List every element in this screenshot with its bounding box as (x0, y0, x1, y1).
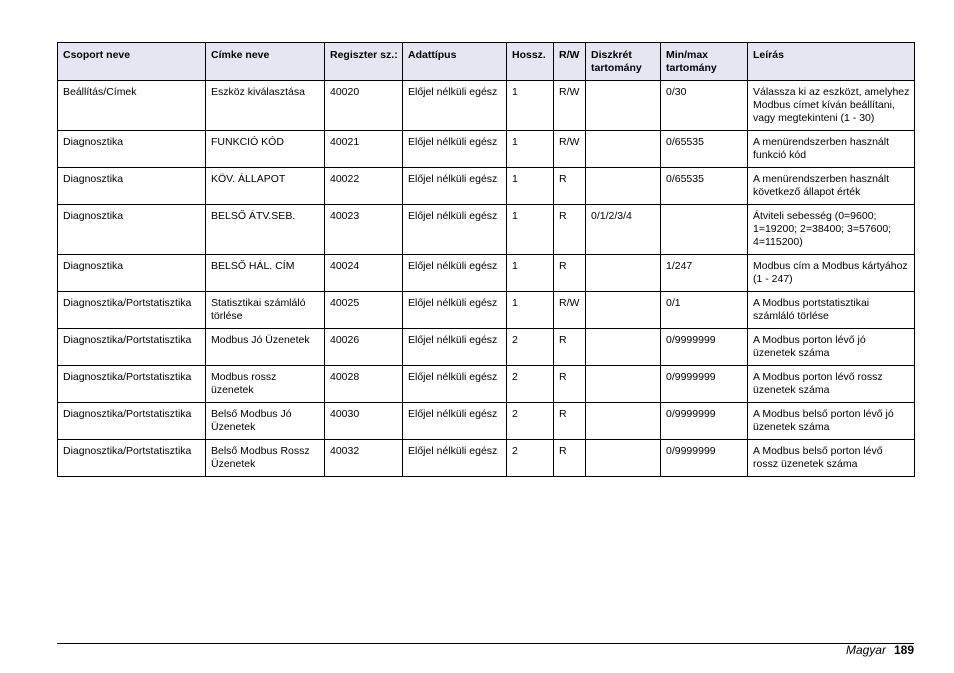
cell-discrete-range (586, 403, 661, 440)
cell-read-write: R/W (554, 131, 586, 168)
cell-length: 2 (507, 403, 554, 440)
table-header-row (58, 43, 915, 81)
cell-min-max-range: 1/247 (661, 255, 748, 292)
header-min-max-range: Min/max tartomány (661, 43, 748, 81)
cell-read-write: R (554, 205, 586, 255)
cell-register-number: 40025 (325, 292, 403, 329)
cell-read-write: R/W (554, 292, 586, 329)
cell-tag-name: BELSŐ ÁTV.SEB. (206, 205, 325, 255)
cell-data-type: Előjel nélküli egész (403, 131, 507, 168)
table-row (58, 255, 915, 292)
cell-description: A Modbus portstatisztikai számláló törlése (748, 292, 915, 329)
cell-description: Válassza ki az eszközt, amelyhez Modbus címet kíván beállítani, vagy megtekinteni (1 - 30) (748, 81, 915, 131)
cell-register-number: 40023 (325, 205, 403, 255)
cell-group-name: Diagnosztika (58, 131, 206, 168)
cell-discrete-range (586, 366, 661, 403)
cell-length: 1 (507, 131, 554, 168)
cell-description: A Modbus belső porton lévő rossz üzenetek száma (748, 440, 915, 477)
cell-register-number: 40028 (325, 366, 403, 403)
cell-description: A Modbus porton lévő jó üzenetek száma (748, 329, 915, 366)
table-row (58, 81, 915, 131)
cell-length: 1 (507, 255, 554, 292)
cell-read-write: R (554, 329, 586, 366)
cell-discrete-range (586, 440, 661, 477)
header-tag-name: Címke neve (206, 43, 325, 81)
cell-length: 2 (507, 329, 554, 366)
cell-register-number: 40032 (325, 440, 403, 477)
cell-min-max-range: 0/65535 (661, 131, 748, 168)
cell-read-write: R (554, 255, 586, 292)
cell-data-type: Előjel nélküli egész (403, 168, 507, 205)
cell-min-max-range: 0/30 (661, 81, 748, 131)
cell-register-number: 40020 (325, 81, 403, 131)
cell-tag-name: KÖV. ÁLLAPOT (206, 168, 325, 205)
table-row (58, 403, 915, 440)
cell-data-type: Előjel nélküli egész (403, 292, 507, 329)
cell-group-name: Diagnosztika (58, 168, 206, 205)
cell-group-name: Beállítás/Címek (58, 81, 206, 131)
cell-register-number: 40022 (325, 168, 403, 205)
cell-discrete-range (586, 292, 661, 329)
cell-register-number: 40030 (325, 403, 403, 440)
cell-group-name: Diagnosztika (58, 255, 206, 292)
cell-discrete-range (586, 329, 661, 366)
cell-tag-name: Belső Modbus Rossz Üzenetek (206, 440, 325, 477)
cell-read-write: R (554, 403, 586, 440)
cell-register-number: 40021 (325, 131, 403, 168)
cell-tag-name: Statisztikai számláló törlése (206, 292, 325, 329)
header-read-write: R/W (554, 43, 586, 81)
cell-length: 1 (507, 205, 554, 255)
cell-length: 1 (507, 168, 554, 205)
cell-register-number: 40026 (325, 329, 403, 366)
cell-register-number: 40024 (325, 255, 403, 292)
cell-data-type: Előjel nélküli egész (403, 440, 507, 477)
header-description: Leírás (748, 43, 915, 81)
cell-tag-name: Modbus rossz üzenetek (206, 366, 325, 403)
cell-min-max-range: 0/9999999 (661, 403, 748, 440)
cell-min-max-range: 0/65535 (661, 168, 748, 205)
table-row (58, 366, 915, 403)
cell-tag-name: Eszköz kiválasztása (206, 81, 325, 131)
cell-read-write: R/W (554, 81, 586, 131)
cell-min-max-range: 0/1 (661, 292, 748, 329)
cell-group-name: Diagnosztika/Portstatisztika (58, 366, 206, 403)
cell-min-max-range (661, 205, 748, 255)
cell-length: 1 (507, 81, 554, 131)
cell-data-type: Előjel nélküli egész (403, 255, 507, 292)
footer-divider (57, 643, 914, 644)
table-row (58, 131, 915, 168)
cell-description: A Modbus porton lévő rossz üzenetek száma (748, 366, 915, 403)
table-row (58, 440, 915, 477)
cell-discrete-range (586, 168, 661, 205)
cell-discrete-range: 0/1/2/3/4 (586, 205, 661, 255)
cell-discrete-range (586, 131, 661, 168)
cell-group-name: Diagnosztika/Portstatisztika (58, 292, 206, 329)
cell-discrete-range (586, 81, 661, 131)
cell-description: A menürendszerben használt funkció kód (748, 131, 915, 168)
cell-group-name: Diagnosztika/Portstatisztika (58, 440, 206, 477)
cell-data-type: Előjel nélküli egész (403, 81, 507, 131)
cell-group-name: Diagnosztika (58, 205, 206, 255)
cell-discrete-range (586, 255, 661, 292)
cell-description: A Modbus belső porton lévő jó üzenetek száma (748, 403, 915, 440)
table-row (58, 205, 915, 255)
page-footer (846, 642, 914, 658)
cell-group-name: Diagnosztika/Portstatisztika (58, 403, 206, 440)
cell-length: 1 (507, 292, 554, 329)
cell-description: A menürendszerben használt következő állapot érték (748, 168, 915, 205)
cell-group-name: Diagnosztika/Portstatisztika (58, 329, 206, 366)
cell-description: Átviteli sebesség (0=9600; 1=19200; 2=38400; 3=57600; 4=115200) (748, 205, 915, 255)
page-number: 189 (893, 643, 914, 657)
table-row (58, 292, 915, 329)
table-row (58, 329, 915, 366)
cell-data-type: Előjel nélküli egész (403, 205, 507, 255)
cell-tag-name: Belső Modbus Jó Üzenetek (206, 403, 325, 440)
cell-length: 2 (507, 366, 554, 403)
cell-tag-name: Modbus Jó Üzenetek (206, 329, 325, 366)
cell-data-type: Előjel nélküli egész (403, 366, 507, 403)
cell-tag-name: BELSŐ HÁL. CÍM (206, 255, 325, 292)
cell-read-write: R (554, 366, 586, 403)
cell-min-max-range: 0/9999999 (661, 329, 748, 366)
table-row (58, 168, 915, 205)
cell-min-max-range: 0/9999999 (661, 366, 748, 403)
header-register-number: Regiszter sz.: (325, 43, 403, 81)
cell-data-type: Előjel nélküli egész (403, 403, 507, 440)
header-data-type: Adattípus (403, 43, 507, 81)
cell-read-write: R (554, 168, 586, 205)
header-discrete-range: Diszkrét tartomány (586, 43, 661, 81)
cell-length: 2 (507, 440, 554, 477)
header-length: Hossz. (507, 43, 554, 81)
cell-tag-name: FUNKCIÓ KÓD (206, 131, 325, 168)
cell-min-max-range: 0/9999999 (661, 440, 748, 477)
cell-read-write: R (554, 440, 586, 477)
footer-language: Magyar (845, 643, 886, 657)
header-group-name: Csoport neve (58, 43, 206, 81)
cell-data-type: Előjel nélküli egész (403, 329, 507, 366)
cell-description: Modbus cím a Modbus kártyához (1 - 247) (748, 255, 915, 292)
modbus-register-table (57, 42, 915, 477)
